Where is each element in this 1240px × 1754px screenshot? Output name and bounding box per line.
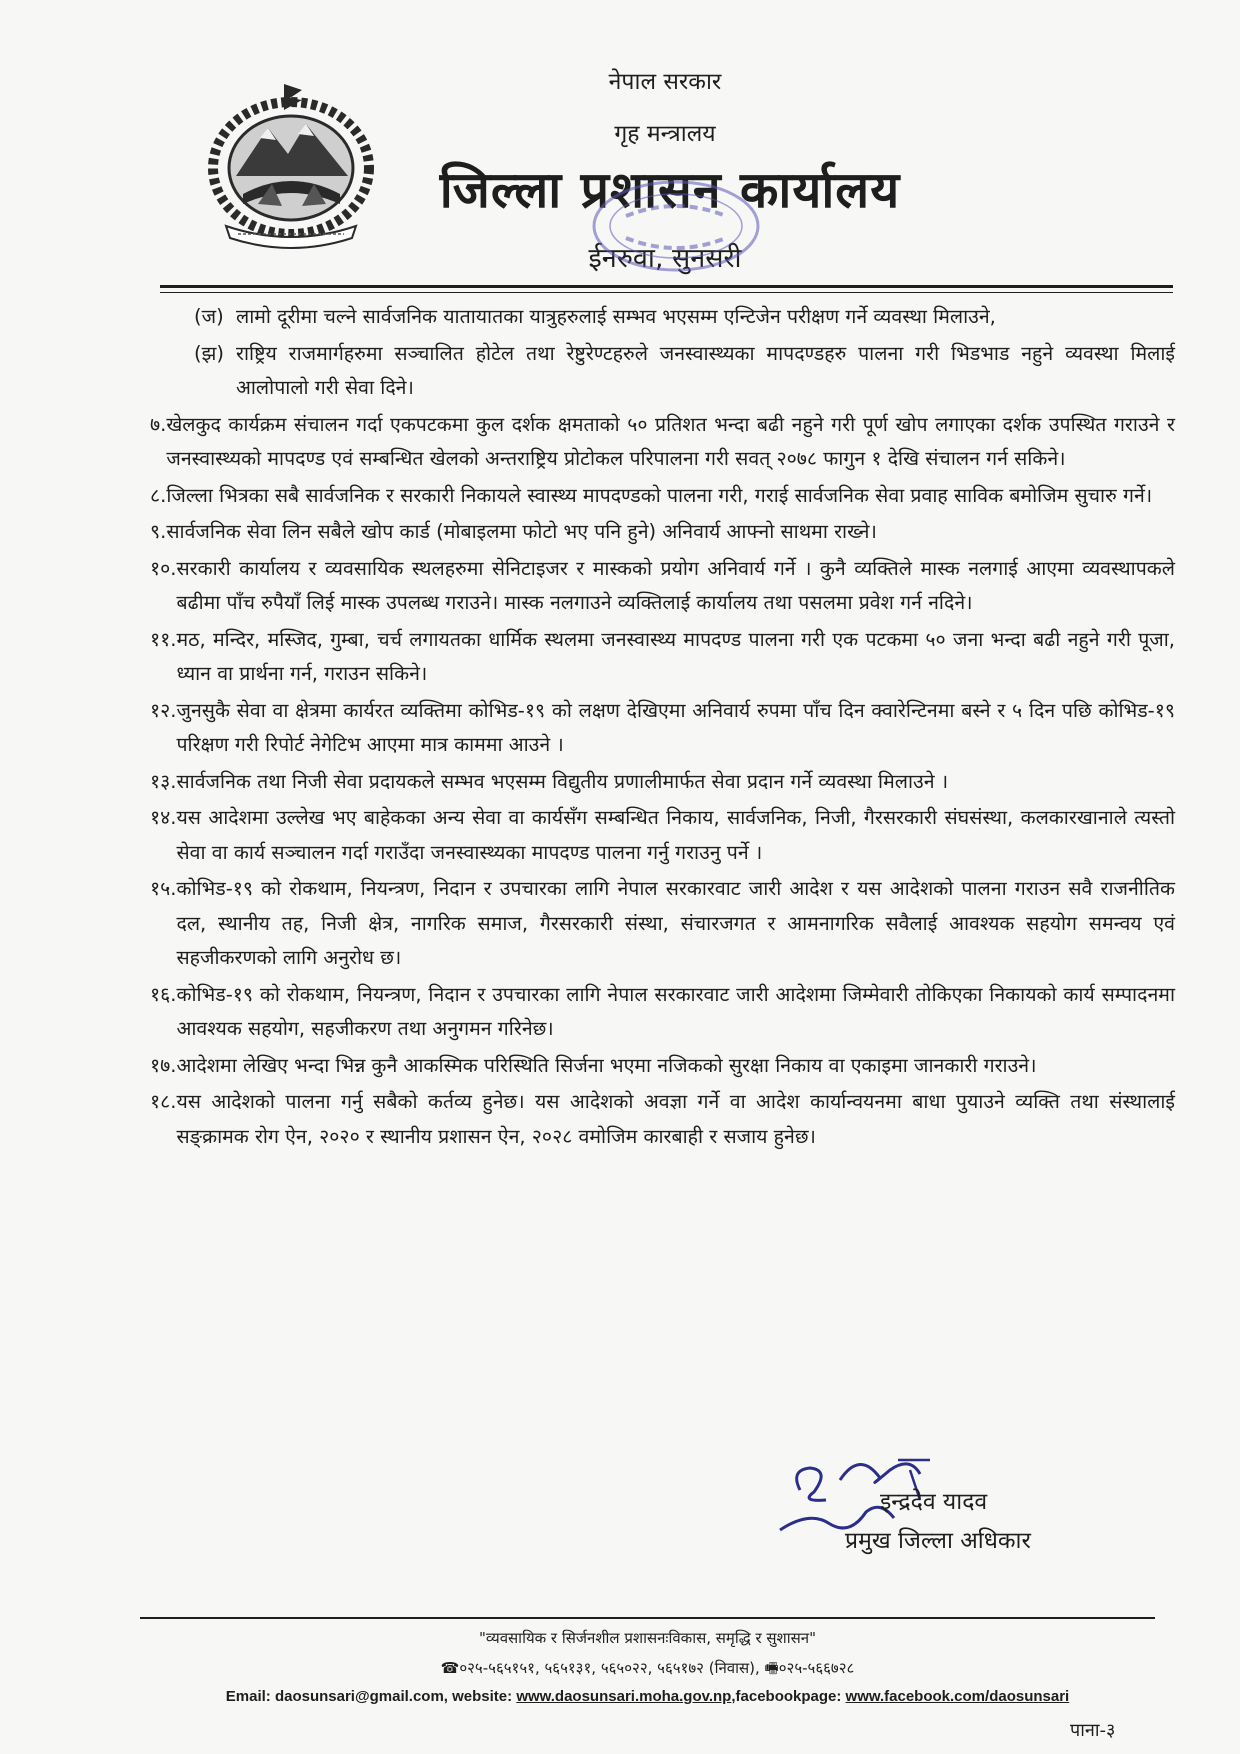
order-item [150, 978, 1175, 1047]
signatory-title: प्रमुख जिल्ला अधिकार [845, 1528, 1031, 1554]
order-item [150, 408, 1175, 477]
order-item-text: जुनसुकै सेवा वा क्षेत्रमा कार्यरत व्यक्तिमा कोभिड-१९ को लक्षण देखिएमा अनिवार्य रुपमा पाँच दिन क्वारेन्टिनमा बस्ने र ५ दिन पछि कोभिड-१९ परिक्षण गरी रिपोर्ट नेगेटिभ आएमा मात्र काममा आउने । [176, 698, 1175, 756]
order-item-text: लामो दूरीमा चल्ने सार्वजनिक यातायातका यात्रुहरुलाई सम्भव भएसम्म एन्टिजेन परीक्षण गर्ने व्यवस्था मिलाउने, [236, 305, 996, 328]
order-item [150, 515, 1175, 550]
signatory-name: इन्द्रदेव यादव [880, 1489, 988, 1515]
phone-icon: ☎ [440, 1659, 460, 1677]
order-item-number: (झ) [194, 341, 224, 365]
order-item-text: मठ, मन्दिर, मस्जिद, गुम्बा, चर्च लगायतका धार्मिक स्थलमा जनस्वास्थ्य मापदण्ड पालना गरी एक पटकमा ५० जना भन्दा बढी नहुने गरी पूजा, ध्यान वा प्रार्थना गर्न, गराउन सकिने। [176, 627, 1175, 685]
order-items [150, 300, 1175, 1154]
header-government: नेपाल सरकार [608, 69, 722, 95]
order-item-text: कोभिड-१९ को रोकथाम, नियन्त्रण, निदान र उपचारका लागि नेपाल सरकारवाट जारी आदेश र यस आदेशको पालना गराउन सवै राजनीतिक दल, स्थानीय तह, निजी क्षेत्र, नागरिक समाज, गैरसरकारी संस्था, संचारजगत र आमनागरिक सवैलाई आवश्यक सहयोग समन्वय एवं सहजीकरणको लागि अनुरोध छ। [176, 877, 1175, 969]
fax-icon: 🖷 [764, 1659, 779, 1677]
footer-rule [140, 1617, 1155, 1619]
order-item [150, 801, 1175, 870]
order-item [150, 1085, 1175, 1154]
order-item [150, 694, 1175, 763]
order-item-text: राष्ट्रिय राजमार्गहरुमा सञ्चालित होटेल तथा रेष्टुरेण्टहरुले जनस्वास्थ्यका मापदण्डहरु पालना गरी भिडभाड नहुने व्यवस्था मिलाई आलोपालो गरी सेवा दिने। [236, 341, 1175, 399]
order-item-text: यस आदेशको पालना गर्नु सबैको कर्तव्य हुनेछ। यस आदेशको अवज्ञा गर्ने वा आदेश कार्यान्वयनमा बाधा पुयाउने व्यक्ति तथा संस्थालाई सङ्क्रामक रोग ऐन, २०२० र स्थानीय प्रशासन ऐन, २०२८ वमोजिम कारबाही र सजाय हुनेछ। [176, 1090, 1175, 1148]
order-item-text: यस आदेशमा उल्लेख भए बाहेकका अन्य सेवा वा कार्यसँग सम्बन्धित निकाय, सार्वजनिक, निजी, गैरसरकारी संघसंस्था, कलकारखानाले त्यस्तो सेवा वा कार्य सञ्चालन गर्दा गराउँदा जनस्वास्थ्यका मापदण्ड पालना गर्नु गराउनु पर्ने । [176, 806, 1175, 864]
order-item-number: ९. [150, 520, 167, 543]
order-item-number: (ज) [194, 305, 224, 328]
footer-phone: ☎०२५-५६५१५१, ५६५१३१, ५६५०२२, ५६५१७२ (निवास), 🖷०२५-५६६७२८ [440, 1659, 855, 1677]
header-rule [160, 285, 1173, 288]
order-item-text: सार्वजनिक सेवा लिन सबैले खोप कार्ड (मोबाइलमा फोटो भए पनि हुने) अनिवार्य आफ्नो साथमा राख्ने। [166, 520, 877, 543]
order-item-text: खेलकुद कार्यक्रम संचालन गर्दा एकपटकमा कुल दर्शक क्षमताको ५० प्रतिशत भन्दा बढी नहुने गरी पूर्ण खोप लगाएका दर्शक उपस्थित गराउने र जनस्वास्थ्यको मापदण्ड एवं सम्बन्धित खेलको अन्तराष्ट्रिय प्रोटोकल परिपालना गरी सवत् २०७८ फागुन १ देखि संचालन गर्न सकिने। [166, 412, 1175, 470]
order-item-text: आदेशमा लेखिए भन्दा भिन्न कुनै आकस्मिक परिस्थिति सिर्जना भएमा नजिकको सुरक्षा निकाय वा एकाइमा जानकारी गराउने। [176, 1053, 1037, 1077]
order-item-text: सरकारी कार्यालय र व्यवसायिक स्थलहरुमा सेनिटाइजर र मास्कको प्रयोग अनिवार्य गर्ने । कुनै व्यक्तिले मास्क नलगाई आएमा व्यवस्थापकले बढीमा पाँच रुपैयाँ लिई मास्क उपलब्ध गराउने। मास्क नलगाउने व्यक्तिलाई कार्यालय तथा पसलमा प्रवेश गर्न नदिने। [176, 556, 1175, 614]
footer-motto: "व्यवसायिक र सिर्जनशील प्रशासनःविकास, समृद्धि र सुशासन" [478, 1629, 817, 1647]
order-item [150, 623, 1175, 692]
order-item [150, 1049, 1175, 1084]
order-item [150, 872, 1175, 976]
order-item [150, 765, 1175, 800]
header-ministry: गृह मन्त्रालय [614, 121, 716, 147]
facebook-link[interactable]: www.facebook.com/daosunsari [845, 1688, 1070, 1705]
nepal-emblem-icon [198, 76, 384, 252]
order-item [150, 479, 1175, 514]
order-item-number: १६. [150, 982, 177, 1006]
footer-contact: Email: daosunsari@gmail.com, website: www.daosunsari.moha.gov.np,facebookpage: www.facebook.com/daosunsari [225, 1688, 1070, 1705]
order-item-number: १७. [150, 1053, 177, 1077]
order-item-number: १५. [150, 877, 177, 900]
order-item-number: १२. [150, 698, 177, 722]
order-item-number: १४. [150, 806, 177, 829]
order-item-number: १३. [150, 769, 177, 793]
office-stamp-icon [586, 176, 766, 276]
header-office-title: जिल्ला प्रशासन कार्यालय [439, 161, 901, 219]
order-item-number: ८. [150, 483, 167, 507]
order-item-text: जिल्ला भित्रका सबै सार्वजनिक र सरकारी निकायले स्वास्थ्य मापदण्डको पालना गरी, गराई सार्वजनिक सेवा प्रवाह साविक बमोजिम सुचारु गर्ने। [166, 483, 1153, 507]
order-item-number: १८. [150, 1090, 177, 1113]
order-item-number: १०. [150, 556, 177, 580]
website-link[interactable]: www.daosunsari.moha.gov.np [516, 1688, 732, 1705]
order-item-number: ११. [150, 627, 177, 651]
order-item [150, 552, 1175, 621]
header-rule-thin [160, 292, 1173, 293]
order-item [150, 300, 1175, 335]
header-location: ईनरुवा, सुनसरी [588, 243, 742, 274]
order-item [150, 337, 1175, 406]
order-item-text: कोभिड-१९ को रोकथाम, नियन्त्रण, निदान र उपचारका लागि नेपाल सरकारवाट जारी आदेशमा जिम्मेवारी तोकिएका निकायको कार्य सम्पादनमा आवश्यक सहयोग, सहजीकरण तथा अनुगमन गरिनेछ। [176, 982, 1175, 1040]
order-item-number: ७. [150, 412, 167, 436]
order-item-text: सार्वजनिक तथा निजी सेवा प्रदायकले सम्भव भएसम्म विद्युतीय प्रणालीमार्फत सेवा प्रदान गर्ने व्यवस्था मिलाउने । [176, 769, 949, 793]
page-number: पाना-३ [1070, 1720, 1116, 1741]
